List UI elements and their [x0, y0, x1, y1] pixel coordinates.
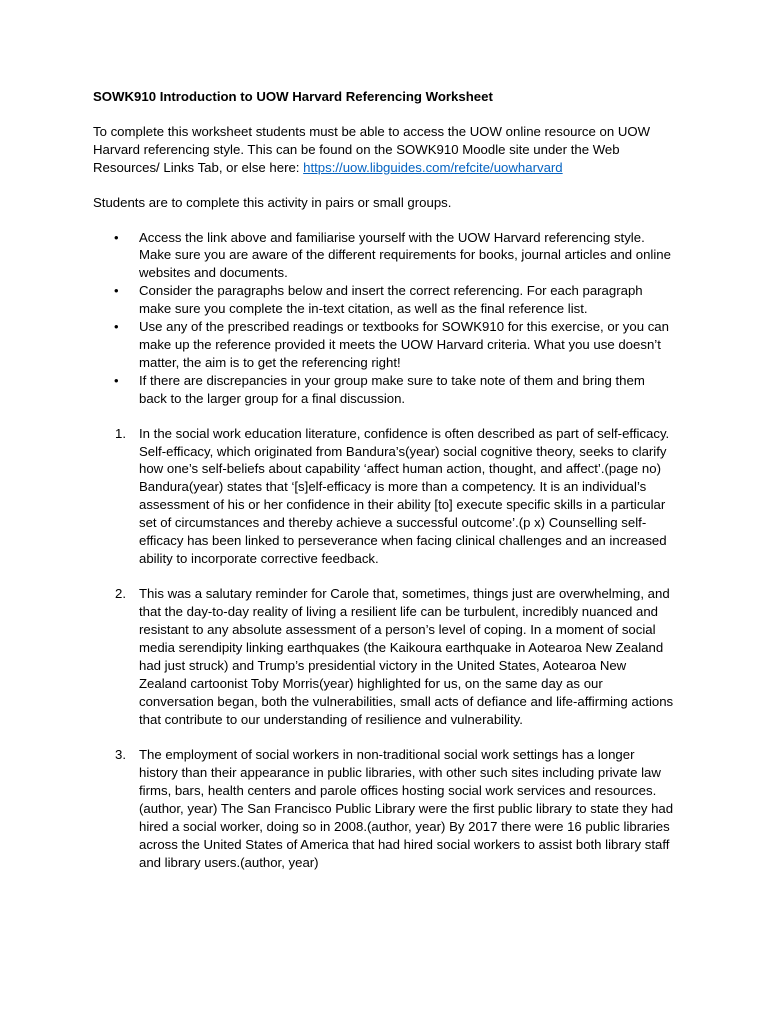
exercise-paragraph-2	[93, 585, 675, 728]
paragraph-text: In the social work education literature, confidence is often described as part of self-efficacy. Self-efficacy, which originated from Bandura’s(year) social cognitive theory, seeks to clarify how one’s self-beliefs about capability ‘affect human action, thought, and affect’.(page no) Bandura(year) states that ‘[s]elf-efficacy is more than a competency. It is an individual’s assessment of his or her confidence in their ability [to] execute specific skills in a particular set of circumstances and thereby achieve a successful outcome’.(p x) Counselling self-efficacy has been linked to perseverance when facing clinical challenges and an increased ability to incorporate corrective feedback.	[139, 425, 670, 566]
activity-note: Students are to complete this activity in pairs or small groups.	[93, 194, 452, 210]
bullet-icon: •	[114, 372, 119, 388]
intro-paragraph	[93, 123, 675, 177]
paragraph-number: 3.	[115, 747, 126, 763]
exercise-paragraph-1	[93, 425, 675, 568]
instruction-text: Consider the paragraphs below and insert the correct referencing. For each paragraph make sure you complete the in-text citation, as well as the final reference list.	[139, 283, 643, 317]
bullet-icon: •	[114, 319, 119, 335]
instruction-item	[93, 372, 675, 408]
instruction-text: Access the link above and familiarise yourself with the UOW Harvard referencing style. Make sure you are aware of the different requirements for books, journal articles and online websites and documents.	[139, 229, 671, 281]
exercise-paragraphs	[93, 425, 675, 872]
harvard-guide-link[interactable]: https://uow.libguides.com/refcite/uowharvard	[303, 159, 563, 175]
document-body	[93, 88, 675, 889]
intro-text: To complete this worksheet students must be able to access the UOW online resource on UOW Harvard referencing style. This can be found on the SOWK910 Moodle site under the Web Resources/ Links Tab, or else here:	[93, 123, 651, 175]
instruction-item	[93, 318, 675, 372]
instruction-item	[93, 282, 675, 318]
bullet-icon: •	[114, 283, 119, 299]
document-title: SOWK910 Introduction to UOW Harvard Referencing Worksheet	[93, 89, 493, 104]
instruction-list	[93, 229, 675, 408]
instruction-text: If there are discrepancies in your group make sure to take note of them and bring them back to the larger group for a final discussion.	[139, 372, 645, 406]
paragraph-text: This was a salutary reminder for Carole that, sometimes, things just are overwhelming, and that the day-to-day reality of living a resilient life can be turbulent, incredibly nuanced and resistant to any absolute assessment of a person’s level of coping. In a moment of social media serendipity linking earthquakes (the Kaikoura earthquake in Aotearoa New Zealand had just struck) and Trump’s presidential victory in the United States, Aotearoa New Zealand cartoonist Toby Morris(year) highlighted for us, on the same day as our conversation began, both the vulnerabilities, small acts of defiance and life-affirming actions that contribute to our understanding of resilience and vulnerability.	[139, 586, 674, 727]
bullet-icon: •	[114, 229, 119, 245]
instruction-text: Use any of the prescribed readings or textbooks for SOWK910 for this exercise, or you can make up the reference provided it meets the UOW Harvard criteria. What you use doesn’t matter, the aim is to get the referencing right!	[139, 319, 669, 370]
paragraph-text: The employment of social workers in non-traditional social work settings has a longer history than their appearance in public libraries, with other such sites including private law firms, bars, health centers and parole offices hosting social work services and resources.(author, year) The San Francisco Public Library were the first public library to state they had hired a social worker, doing so in 2008.(author, year) By 2017 there were 16 public libraries across the United States of America that had hired social workers to assist both library staff and library users.(author, year)	[139, 747, 674, 870]
paragraph-number: 1.	[115, 425, 126, 441]
exercise-paragraph-3	[93, 746, 675, 871]
paragraph-number: 2.	[115, 586, 126, 602]
instruction-item	[93, 229, 675, 283]
